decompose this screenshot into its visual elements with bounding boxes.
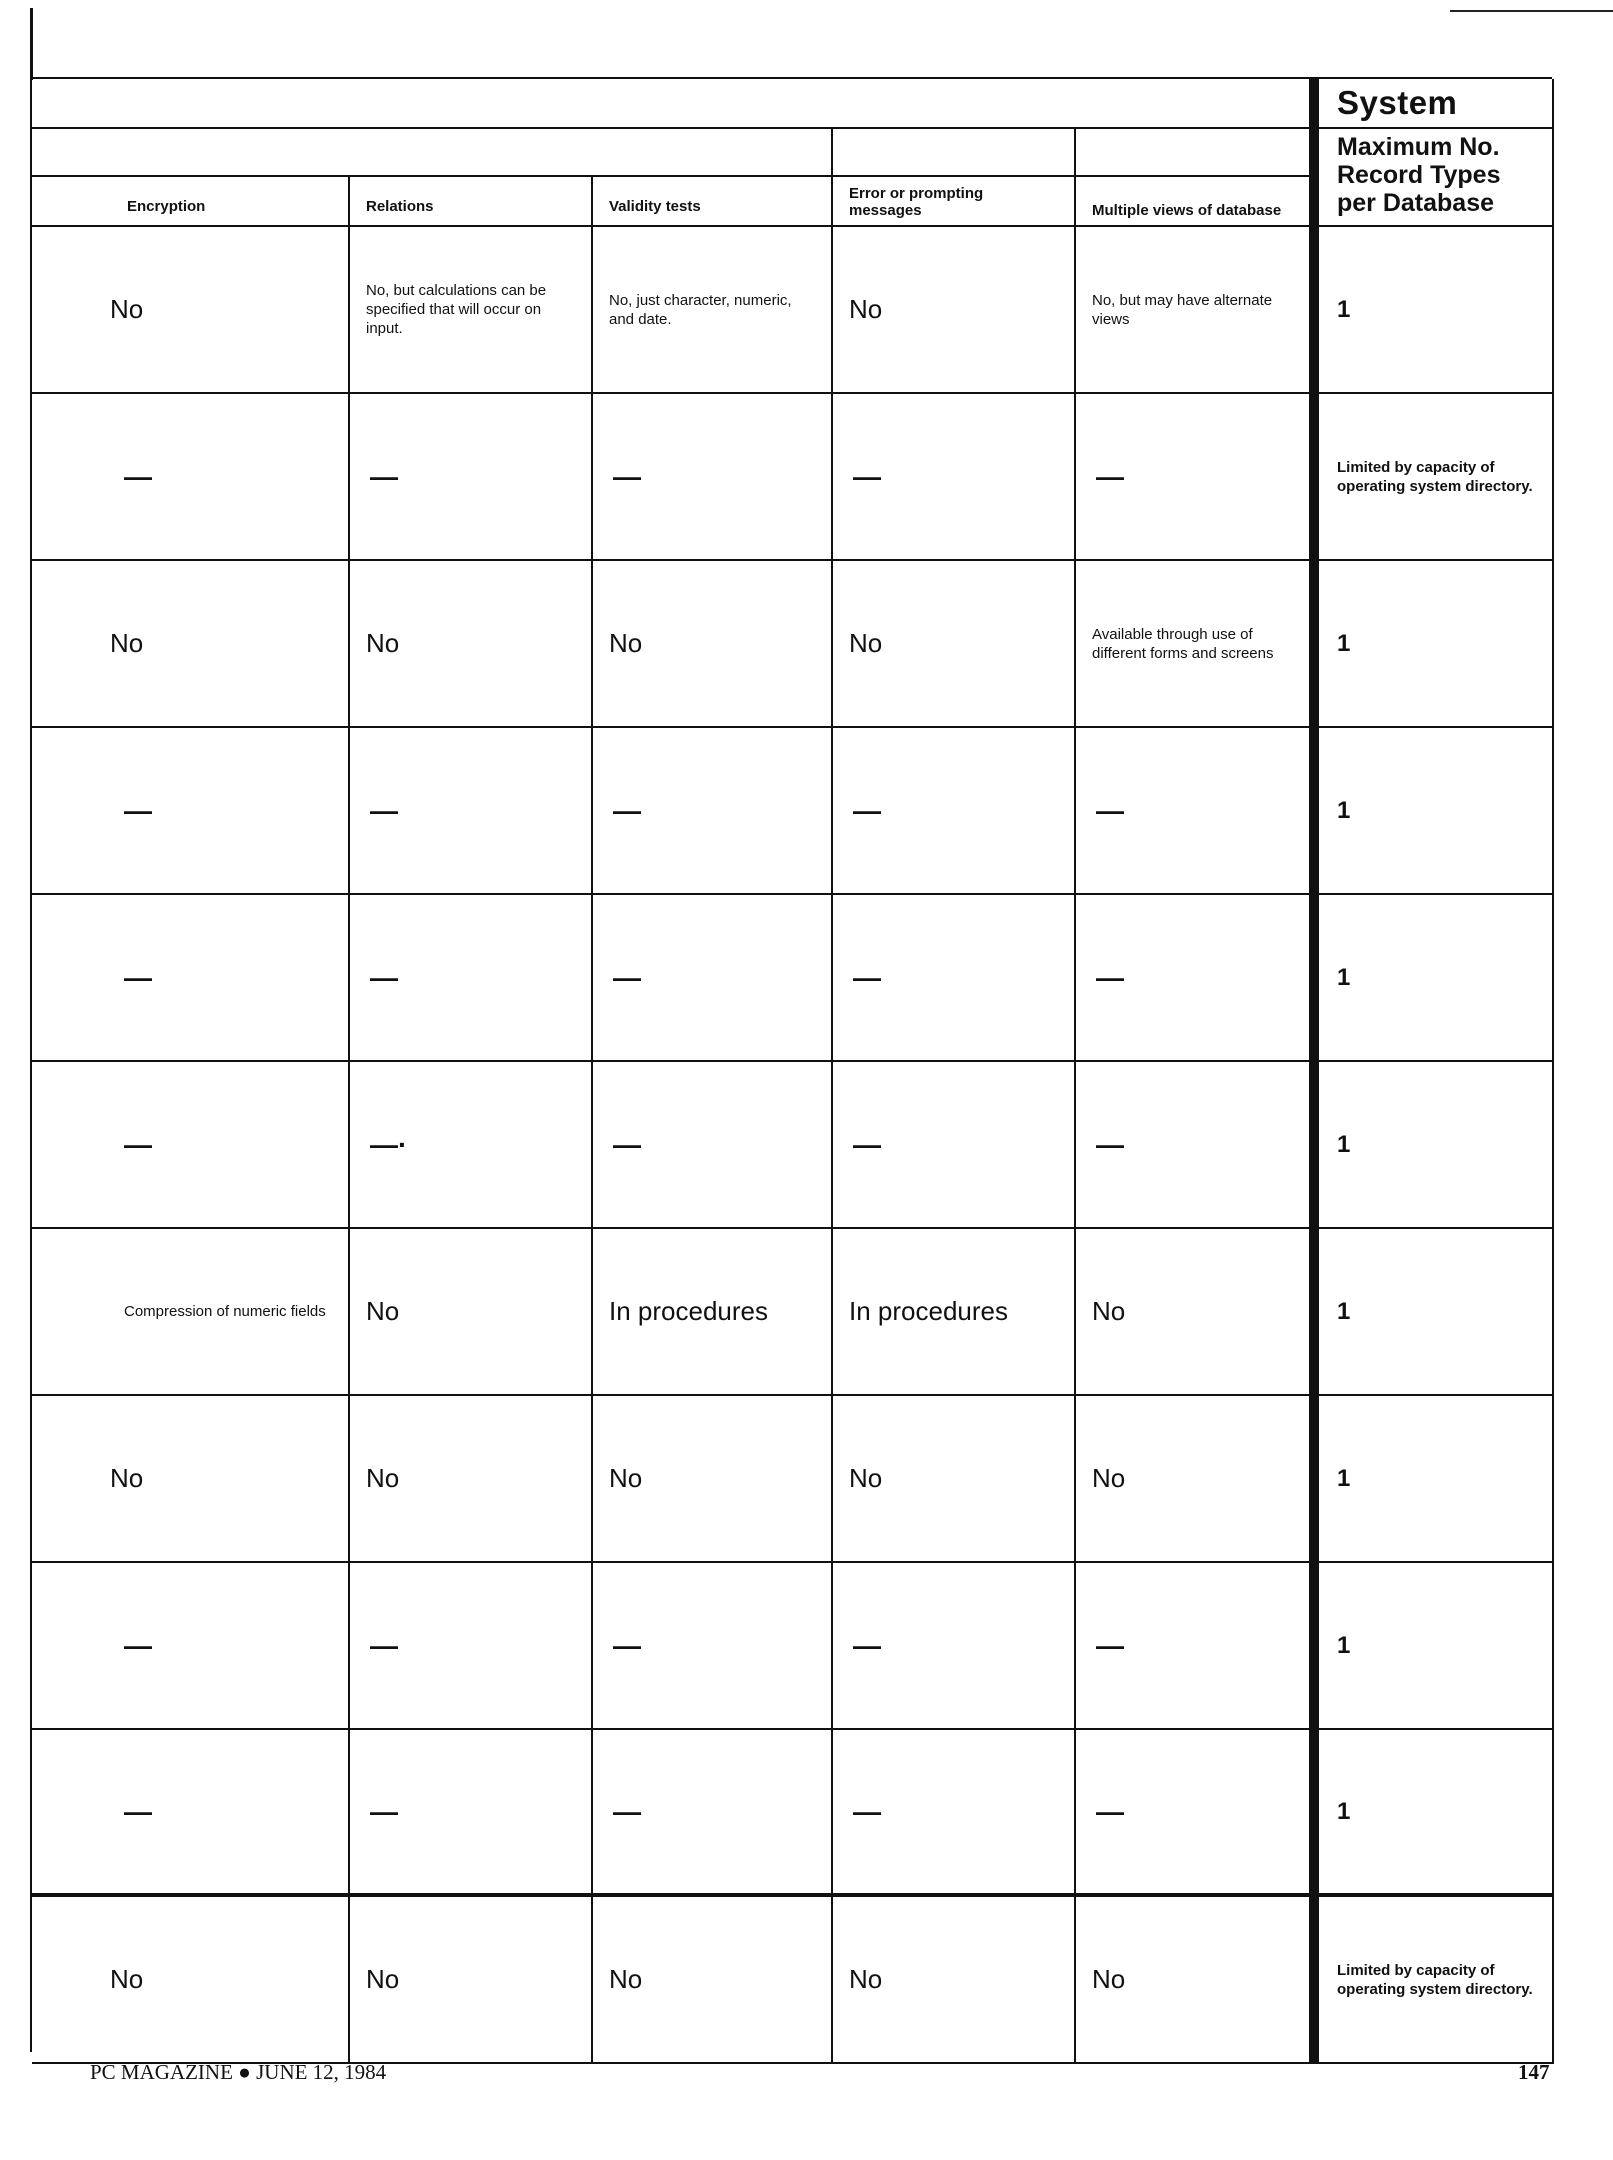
cell-encryption: — bbox=[32, 1563, 350, 1730]
cell-relations: No, but calculations can be specified that will occur on input. bbox=[350, 227, 593, 394]
cell-encryption: — bbox=[32, 394, 350, 561]
cell-relations: No bbox=[350, 1396, 593, 1563]
cell-encryption: No bbox=[32, 1897, 350, 2064]
system-divider bbox=[1311, 79, 1319, 2064]
cell-encryption: No bbox=[32, 561, 350, 728]
cell-multiple-views: No bbox=[1076, 1897, 1311, 2064]
column-header-multiple-views: Multiple views of database bbox=[1076, 177, 1311, 227]
cell-relations: No bbox=[350, 1229, 593, 1396]
column-header-relations: Relations bbox=[350, 177, 593, 227]
cell-multiple-views: — bbox=[1076, 1730, 1311, 1897]
cell-max-record-types: 1 bbox=[1319, 1396, 1554, 1563]
cell-validity-tests: — bbox=[593, 1062, 833, 1229]
cell-error-messages: — bbox=[833, 728, 1076, 895]
cell-validity-tests: — bbox=[593, 895, 833, 1062]
cell-max-record-types: Limited by capacity of operating system directory. bbox=[1319, 1897, 1554, 2064]
cell-error-messages: — bbox=[833, 1563, 1076, 1730]
cell-multiple-views: No, but may have alternate views bbox=[1076, 227, 1311, 394]
cell-error-messages: In procedures bbox=[833, 1229, 1076, 1396]
cell-multiple-views: — bbox=[1076, 728, 1311, 895]
cell-multiple-views: — bbox=[1076, 1062, 1311, 1229]
system-title: System bbox=[1319, 79, 1554, 129]
column-header-encryption: Encryption bbox=[32, 177, 350, 227]
cell-multiple-views: Available through use of different forms and screens bbox=[1076, 561, 1311, 728]
cell-encryption: — bbox=[32, 895, 350, 1062]
cell-relations: — bbox=[350, 1730, 593, 1897]
cell-relations: — bbox=[350, 728, 593, 895]
cell-encryption: — bbox=[32, 728, 350, 895]
left-margin-rule bbox=[30, 8, 33, 80]
cell-max-record-types: 1 bbox=[1319, 728, 1554, 895]
comparison-table bbox=[30, 77, 1552, 2052]
cell-multiple-views: No bbox=[1076, 1229, 1311, 1396]
cell-multiple-views: No bbox=[1076, 1396, 1311, 1563]
cell-max-record-types: 1 bbox=[1319, 895, 1554, 1062]
cell-max-record-types: 1 bbox=[1319, 561, 1554, 728]
cell-relations: — bbox=[350, 394, 593, 561]
cell-validity-tests: — bbox=[593, 728, 833, 895]
cell-multiple-views: — bbox=[1076, 1563, 1311, 1730]
cell-max-record-types: 1 bbox=[1319, 227, 1554, 394]
column-header-validity-tests: Validity tests bbox=[593, 177, 833, 227]
cell-relations: — bbox=[350, 895, 593, 1062]
cell-relations: — bbox=[350, 1563, 593, 1730]
cell-encryption: No bbox=[32, 1396, 350, 1563]
cell-encryption: No bbox=[32, 227, 350, 394]
cell-validity-tests: In procedures bbox=[593, 1229, 833, 1396]
cell-encryption: — bbox=[32, 1730, 350, 1897]
cell-error-messages: No bbox=[833, 1396, 1076, 1563]
cell-encryption: Compression of numeric fields bbox=[32, 1229, 350, 1396]
cell-error-messages: No bbox=[833, 227, 1076, 394]
cell-error-messages: No bbox=[833, 1897, 1076, 2064]
cell-validity-tests: No bbox=[593, 1897, 833, 2064]
cell-relations: No bbox=[350, 1897, 593, 2064]
cell-error-messages: — bbox=[833, 394, 1076, 561]
cell-error-messages: — bbox=[833, 895, 1076, 1062]
cell-error-messages: — bbox=[833, 1062, 1076, 1229]
cell-validity-tests: No bbox=[593, 561, 833, 728]
cell-max-record-types: 1 bbox=[1319, 1730, 1554, 1897]
header-band-group-2 bbox=[833, 129, 1076, 177]
cell-max-record-types: 1 bbox=[1319, 1229, 1554, 1396]
top-right-rule bbox=[1450, 10, 1613, 12]
cell-max-record-types: 1 bbox=[1319, 1062, 1554, 1229]
cell-validity-tests: No bbox=[593, 1396, 833, 1563]
cell-max-record-types: Limited by capacity of operating system directory. bbox=[1319, 394, 1554, 561]
cell-validity-tests: — bbox=[593, 394, 833, 561]
footer-page-number: 147 bbox=[1518, 2060, 1550, 2084]
header-band-group-1 bbox=[32, 129, 833, 177]
column-header-error-messages: Error or prompting messages bbox=[833, 177, 1076, 227]
cell-validity-tests: — bbox=[593, 1563, 833, 1730]
cell-error-messages: No bbox=[833, 561, 1076, 728]
cell-relations: No bbox=[350, 561, 593, 728]
system-column-header: Maximum No. Record Types per Database bbox=[1319, 129, 1554, 227]
footer-publication: PC MAGAZINE ● JUNE 12, 1984 bbox=[90, 2060, 387, 2084]
cell-multiple-views: — bbox=[1076, 895, 1311, 1062]
cell-relations: —· bbox=[350, 1062, 593, 1229]
cell-max-record-types: 1 bbox=[1319, 1563, 1554, 1730]
header-band-group-3 bbox=[1076, 129, 1311, 177]
cell-encryption: — bbox=[32, 1062, 350, 1229]
cell-validity-tests: — bbox=[593, 1730, 833, 1897]
header-band-top bbox=[32, 79, 1311, 129]
cell-multiple-views: — bbox=[1076, 394, 1311, 561]
cell-validity-tests: No, just character, numeric, and date. bbox=[593, 227, 833, 394]
cell-error-messages: — bbox=[833, 1730, 1076, 1897]
